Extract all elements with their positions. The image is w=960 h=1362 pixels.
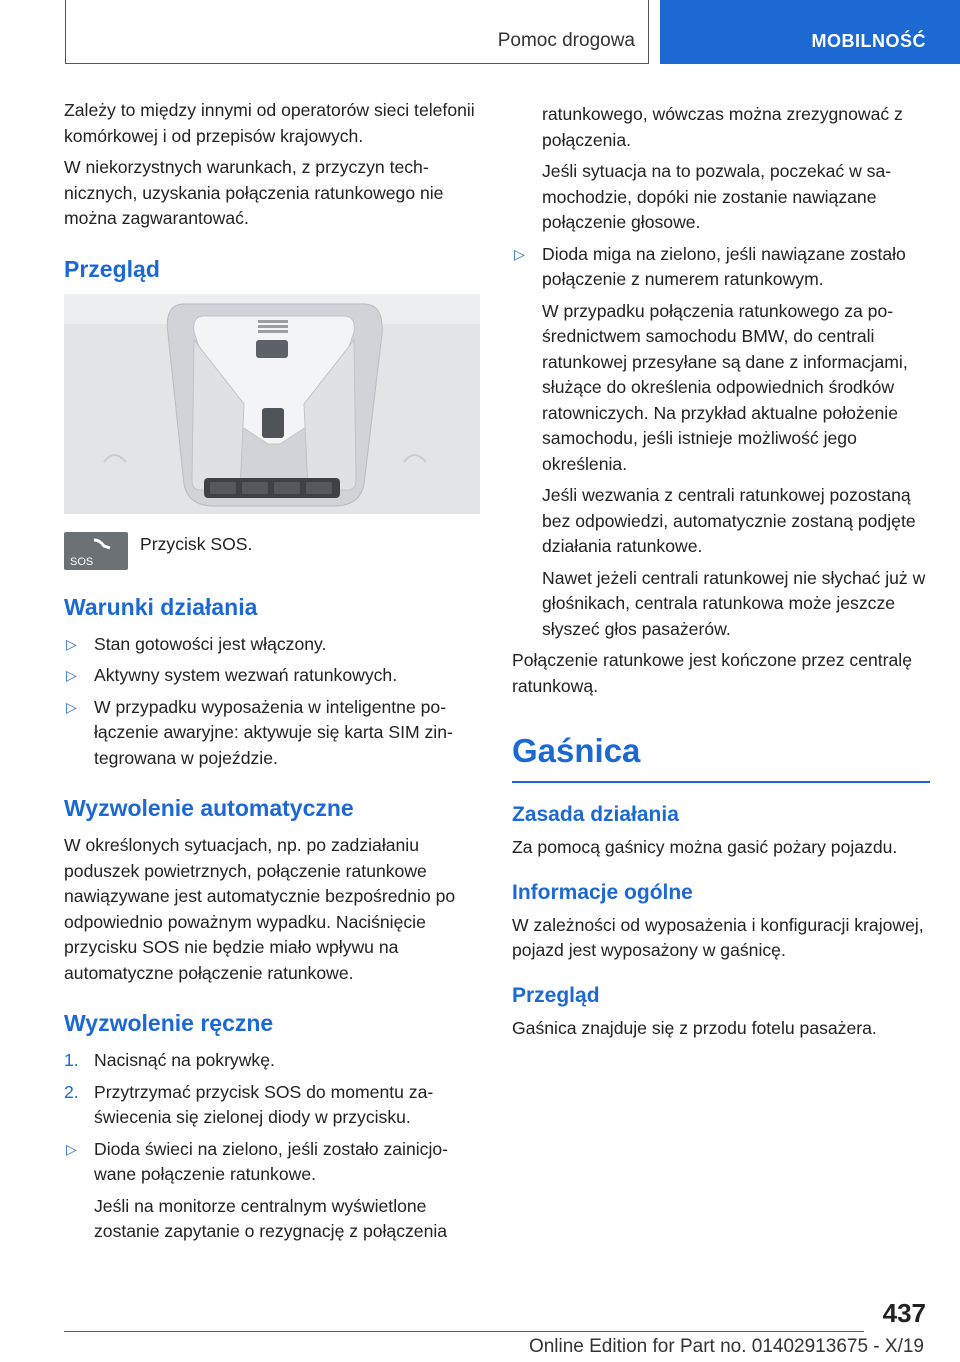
heading-overview-extinguisher: Przegląd bbox=[512, 983, 600, 1007]
paragraph: Za pomocą gaśnicy można gasić pożary pojazdu. bbox=[512, 837, 898, 857]
heading-manual-trigger: Wyzwolenie ręczne bbox=[64, 1010, 274, 1036]
list-item: ▷ Aktywny system wezwań ratunkowych. bbox=[64, 663, 484, 689]
heading-extinguisher: Gaśnica bbox=[512, 729, 930, 783]
list-item: ▷ Dioda świeci na zielono, jeśli zostało zainicjowane połączenie ratunkowe. bbox=[66, 1138, 448, 1184]
section-title: Pomoc drogowa bbox=[497, 30, 635, 51]
sub-paragraph: Nawet jeżeli centrali ratunkowej nie słychać już w głośnikach, centrala ratunkowa może jeszcze słyszeć głos pasażerów. bbox=[542, 567, 926, 639]
left-column bbox=[64, 98, 484, 1251]
paragraph: W określonych sytuacjach, np. po zadziałaniu poduszek powietrznych, połączenie ratunkowe nawiązywane jest automatycznie bezpośrednio po odpowiednio poważnym wypadku. Naciśnięcie przycisku SOS nie będzie miało wpływu na automatyczne połączenie ratunkowe. bbox=[64, 835, 456, 983]
sos-caption: Przycisk SOS. bbox=[140, 533, 253, 554]
sub-paragraph: Jeśli na monitorze centralnym wyświetlone zostanie zapytanie o rezygnację z połączenia bbox=[94, 1195, 448, 1241]
step-item: 2. Przytrzymać przycisk SOS do momentu zaświecenia się zielonej diody w przycisku. bbox=[64, 1081, 434, 1127]
heading-overview: Przegląd bbox=[64, 255, 160, 282]
step-item: 1. Nacisnąć na pokrywkę. bbox=[64, 1050, 275, 1070]
paragraph: Połączenie ratunkowe jest kończone przez centralę ratunkową. bbox=[512, 650, 912, 696]
bullet-marker: ▷ bbox=[514, 245, 525, 262]
bullet-marker: ▷ bbox=[66, 1140, 77, 1157]
sub-paragraph: Jeśli wezwania z centrali ratunkowej pozostaną bez odpowiedzi, automatycznie zostaną podjęte działania ratunkowe. bbox=[542, 485, 916, 556]
sub-paragraph: ratunkowego, wówczas można zrezygnować z połączenia. bbox=[542, 104, 903, 150]
paragraph: Zależy to między innymi od operatorów sieci telefonii komórkowej i od przepisów krajowych. bbox=[64, 100, 475, 146]
paragraph: Gaśnica znajduje się z przodu fotelu pasażera. bbox=[512, 1017, 877, 1038]
sos-legend bbox=[64, 532, 484, 570]
overhead-console-illustration bbox=[64, 294, 480, 514]
list-item: ▷ W przypadku wyposażenia w inteligentne połączenie awaryjne: aktywuje się karta SIM zintegrowana w pojeździe. bbox=[66, 696, 453, 768]
paragraph: W niekorzystnych warunkach, z przyczyn technicznych, uzyskania połączenia ratunkowego nie można zagwarantować. bbox=[64, 157, 444, 228]
bullet-marker: ▷ bbox=[66, 667, 77, 683]
edition-note: Online Edition for Part no. 01402913675 - X/19 bbox=[528, 1336, 924, 1357]
bullet-marker: ▷ bbox=[66, 698, 77, 715]
footer-divider bbox=[64, 1331, 864, 1332]
list-item: ▷ Stan gotowości jest włączony. bbox=[64, 632, 484, 658]
list-item: ▷ Dioda miga na zielono, jeśli nawiązane zostało połączenie z numerem ratunkowym. bbox=[514, 243, 906, 289]
paragraph: W zależności od wyposażenia i konfiguracji krajowej, pojazd jest wyposażony w gaśnicę. bbox=[512, 914, 924, 960]
heading-conditions: Warunki działania bbox=[64, 593, 258, 620]
right-column bbox=[512, 98, 930, 1047]
heading-general-info: Informacje ogólne bbox=[512, 880, 693, 904]
sos-button-icon bbox=[64, 532, 128, 570]
sos-icon-label: SOS bbox=[70, 555, 94, 568]
page-number: 437 bbox=[882, 1298, 926, 1328]
chapter-tab[interactable] bbox=[660, 0, 960, 64]
chapter-label: MOBILNOŚĆ bbox=[811, 31, 926, 51]
sub-paragraph: Jeśli sytuacja na to pozwala, poczekać w samochodzie, dopóki nie zostanie nawiązane połączenie głosowe. bbox=[542, 161, 892, 232]
sub-paragraph: W przypadku połączenia ratunkowego za pośrednictwem samochodu BMW, do centrali ratunkowej przesyłane są dane z informacjami, służące do określenia odpowiednich środków ratowniczych. Na przykład aktualne położenie samochodu, jeśli istnieje możliwość jego określenia. bbox=[542, 300, 908, 474]
roof-console-image bbox=[64, 294, 480, 514]
heading-automatic-trigger: Wyzwolenie automatyczne bbox=[64, 795, 354, 821]
bullet-marker: ▷ bbox=[66, 635, 77, 652]
heading-principle: Zasada działania bbox=[512, 803, 679, 826]
